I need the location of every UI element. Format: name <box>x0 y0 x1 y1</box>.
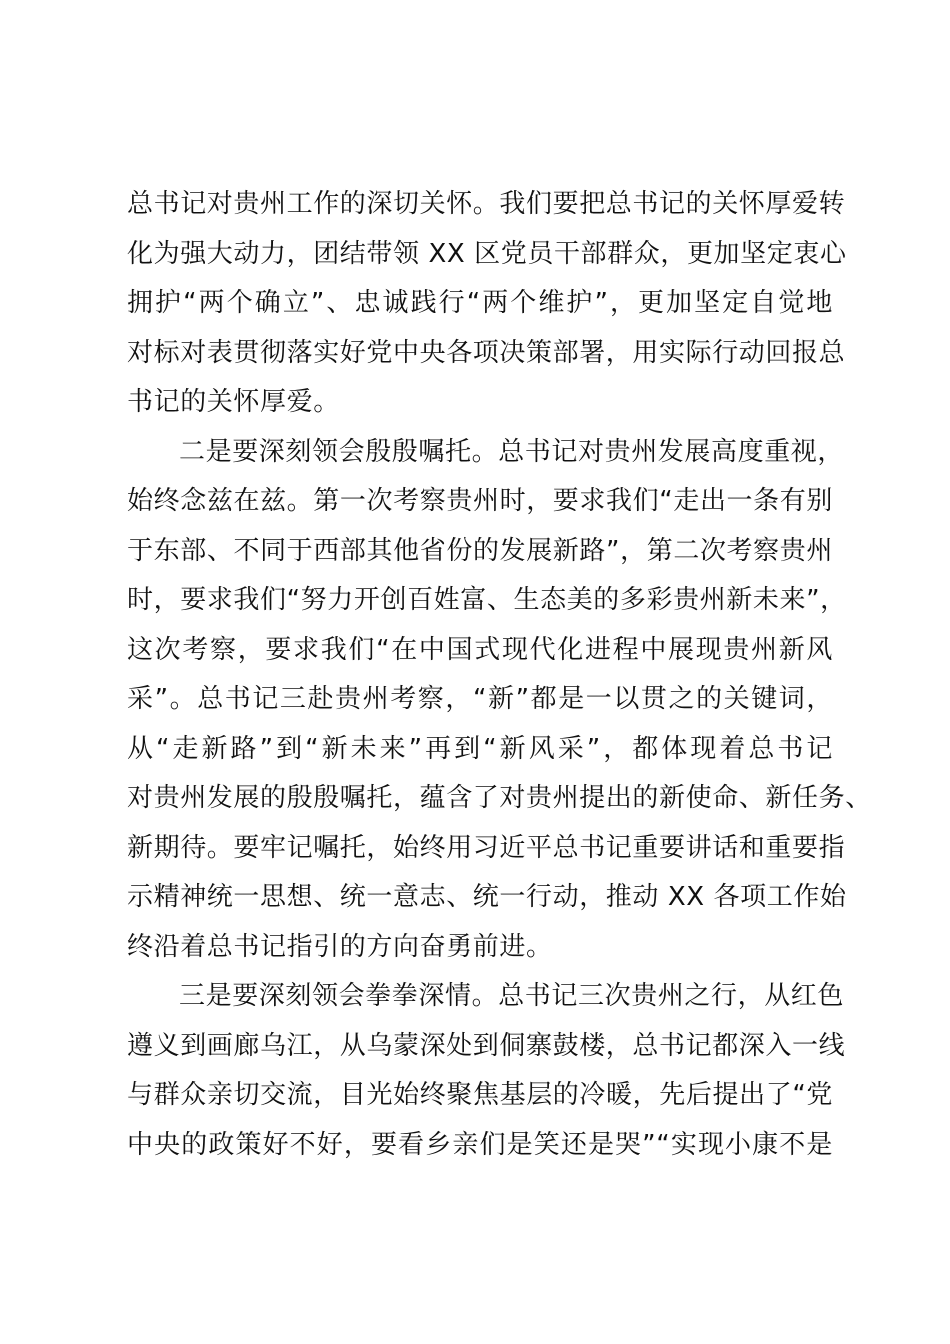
text-line: 新期待。要牢记嘱托，始终用习近平总书记重要讲话和重要指 <box>127 832 846 863</box>
text-line: 对标对表贯彻落实好党中央各项决策部署，用实际行动回报总 <box>127 337 846 368</box>
document-body <box>127 180 872 1170</box>
text-line: 化为强大动力，团结带领 XX 区党员干部群众，更加坚定衷心 <box>127 238 847 269</box>
text-line-indented: 三是要深刻领会拳拳深情。总书记三次贵州之行，从红色 <box>179 981 845 1011</box>
text-line: 总书记对贵州工作的深切关怀。我们要把总书记的关怀厚爱转 <box>127 189 846 219</box>
text-line: 采”。总书记三赴贵州考察，“新”都是一以贯之的关键词， <box>127 684 833 714</box>
text-line: 时，要求我们“努力开创百姓富、生态美的多彩贵州新未来”， <box>127 585 847 615</box>
text-line: 书记的关怀厚爱。 <box>127 387 340 417</box>
text-line: 中央的政策好不好，要看乡亲们是笑还是哭”“实现小康不是 <box>127 1129 833 1160</box>
text-line: 从“走新路”到“新未来”再到“新风采”，都体现着总书记 <box>127 733 833 764</box>
text-line: 终沿着总书记指引的方向奋勇前进。 <box>127 931 553 962</box>
text-line: 始终念兹在兹。第一次考察贵州时，要求我们“走出一条有别 <box>127 486 833 516</box>
text-line: 这次考察，要求我们“在中国式现代化进程中展现贵州新风 <box>127 634 833 665</box>
text-line: 于东部、不同于西部其他省份的发展新路”，第二次考察贵州 <box>127 535 833 566</box>
text-line: 示精神统一思想、统一意志、统一行动，推动 XX 各项工作始 <box>127 882 847 912</box>
text-line: 拥护“两个确立”、忠诚践行“两个维护”，更加坚定自觉地 <box>127 288 833 318</box>
text-line-indented: 二是要深刻领会殷殷嘱托。总书记对贵州发展高度重视， <box>179 436 845 467</box>
text-line: 与群众亲切交流，目光始终聚焦基层的冷暖，先后提出了“党 <box>127 1080 833 1110</box>
text-line: 对贵州发展的殷殷嘱托，蕴含了对贵州提出的新使命、新任务、 <box>127 783 872 813</box>
text-line: 遵义到画廊乌江，从乌蒙深处到侗寨鼓楼，总书记都深入一线 <box>127 1030 846 1061</box>
